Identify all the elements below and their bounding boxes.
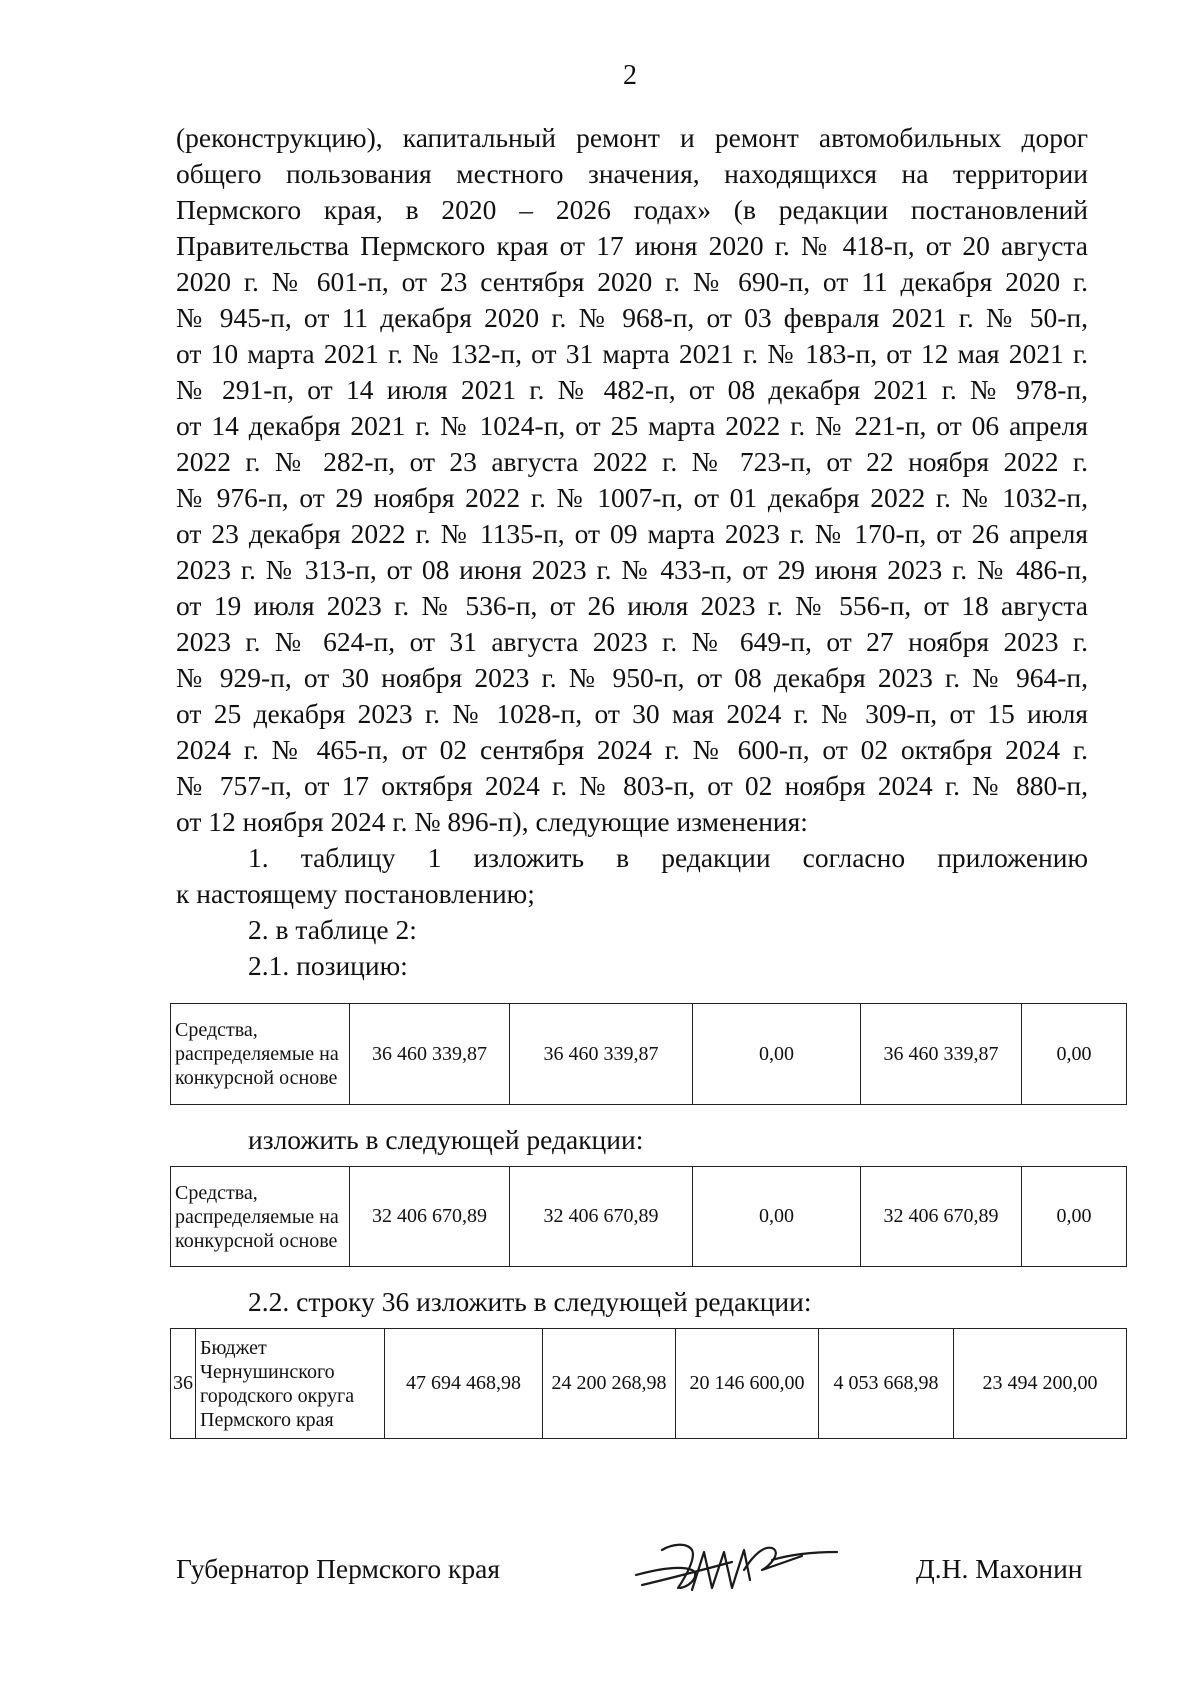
paragraph-line: от 19 июля 2023 г. № 536-п, от 26 июля 2023 г. № 556-п, от 18 августа xyxy=(176,590,1088,621)
cell-value: 23 494 200,00 xyxy=(954,1329,1127,1439)
paragraph-line: от 14 декабря 2021 г. № 1024-п, от 25 марта 2022 г. № 221-п, от 06 апреля xyxy=(176,410,1088,441)
table-new-position xyxy=(170,1166,1127,1267)
paragraph-line: № 757-п, от 17 октября 2024 г. № 803-п, от 02 ноября 2024 г. № 880-п, xyxy=(176,770,1088,801)
signatory-name: Д.Н. Махонин xyxy=(916,1553,1083,1584)
cell-value: 0,00 xyxy=(1022,1004,1127,1105)
paragraph xyxy=(176,120,1088,804)
cell-value: 32 406 670,89 xyxy=(510,1167,693,1267)
paragraph-line: № 945-п, от 11 декабря 2020 г. № 968-п, от 03 февраля 2021 г. № 50-п, xyxy=(176,302,1088,333)
signatory-position: Губернатор Пермского края xyxy=(176,1553,500,1584)
signature xyxy=(632,1530,842,1605)
paragraph-line: № 929-п, от 30 ноября 2023 г. № 950-п, от 08 декабря 2023 г. № 964-п, xyxy=(176,662,1088,693)
cell-value: 32 406 670,89 xyxy=(350,1167,510,1267)
paragraph-line: 2023 г. № 624-п, от 31 августа 2023 г. № 649-п, от 27 ноября 2023 г. xyxy=(176,626,1088,657)
item-2: 2. в таблице 2: xyxy=(248,914,417,945)
cell-value: 24 200 268,98 xyxy=(543,1329,676,1439)
item-2-2: 2.2. строку 36 изложить в следующей редакции: xyxy=(248,1286,812,1317)
paragraph-line: 2020 г. № 601-п, от 23 сентября 2020 г. № 690-п, от 11 декабря 2020 г. xyxy=(176,266,1088,297)
page-number: 2 xyxy=(623,60,637,91)
cell-value: 4 053 668,98 xyxy=(819,1329,954,1439)
table-row xyxy=(171,1329,1127,1439)
row-number: 36 xyxy=(171,1329,196,1439)
row-name: Средства, распределяемые на конкурсной основе xyxy=(171,1167,350,1267)
paragraph-line: № 976-п, от 29 ноября 2022 г. № 1007-п, от 01 декабря 2022 г. № 1032-п, xyxy=(176,482,1088,513)
cell-value: 36 460 339,87 xyxy=(861,1004,1022,1105)
paragraph-line: Правительства Пермского края от 17 июня 2020 г. № 418-п, от 20 августа xyxy=(176,230,1088,261)
row-name: Средства, распределяемые на конкурсной основе xyxy=(171,1004,350,1105)
paragraph-line: 2023 г. № 313-п, от 08 июня 2023 г. № 433-п, от 29 июня 2023 г. № 486-п, xyxy=(176,554,1088,585)
cell-value: 20 146 600,00 xyxy=(676,1329,819,1439)
paragraph-line: 2022 г. № 282-п, от 23 августа 2022 г. № 723-п, от 22 ноября 2022 г. xyxy=(176,446,1088,477)
cell-value: 36 460 339,87 xyxy=(350,1004,510,1105)
paragraph-line: от 23 декабря 2022 г. № 1135-п, от 09 марта 2023 г. № 170-п, от 26 апреля xyxy=(176,518,1088,549)
item-1-line-1: 1. таблицу 1 изложить в редакции согласно приложению xyxy=(248,842,1088,873)
table-row xyxy=(171,1167,1127,1267)
item-2-1: 2.1. позицию: xyxy=(248,950,408,981)
paragraph-line: (реконструкцию), капитальный ремонт и ремонт автомобильных дорог xyxy=(176,122,1088,153)
row-name: Бюджет Чернушинского городского округа Пермского края xyxy=(196,1329,385,1439)
paragraph-line: 2024 г. № 465-п, от 02 сентября 2024 г. № 600-п, от 02 октября 2024 г. xyxy=(176,734,1088,765)
paragraph-line: от 10 марта 2021 г. № 132-п, от 31 марта 2021 г. № 183-п, от 12 мая 2021 г. xyxy=(176,338,1088,369)
paragraph-last-line: от 12 ноября 2024 г. № 896-п), следующие изменения: xyxy=(176,806,808,837)
table-old-position xyxy=(170,1003,1127,1105)
cell-value: 0,00 xyxy=(693,1004,861,1105)
table-row-36 xyxy=(170,1328,1127,1439)
cell-value: 0,00 xyxy=(1022,1167,1127,1267)
paragraph-line: Пермского края, в 2020 – 2026 годах» (в редакции постановлений xyxy=(176,194,1088,225)
replace-text: изложить в следующей редакции: xyxy=(248,1124,644,1155)
cell-value: 0,00 xyxy=(693,1167,861,1267)
table-row xyxy=(171,1004,1127,1105)
cell-value: 36 460 339,87 xyxy=(510,1004,693,1105)
cell-value: 32 406 670,89 xyxy=(861,1167,1022,1267)
paragraph-line: общего пользования местного значения, находящихся на территории xyxy=(176,158,1088,189)
paragraph-line: № 291-п, от 14 июля 2021 г. № 482-п, от 08 декабря 2021 г. № 978-п, xyxy=(176,374,1088,405)
body-text xyxy=(176,120,1088,984)
cell-value: 47 694 468,98 xyxy=(385,1329,543,1439)
item-1-line-2: к настоящему постановлению; xyxy=(176,878,535,909)
paragraph-line: от 25 декабря 2023 г. № 1028-п, от 30 мая 2024 г. № 309-п, от 15 июля xyxy=(176,698,1088,729)
